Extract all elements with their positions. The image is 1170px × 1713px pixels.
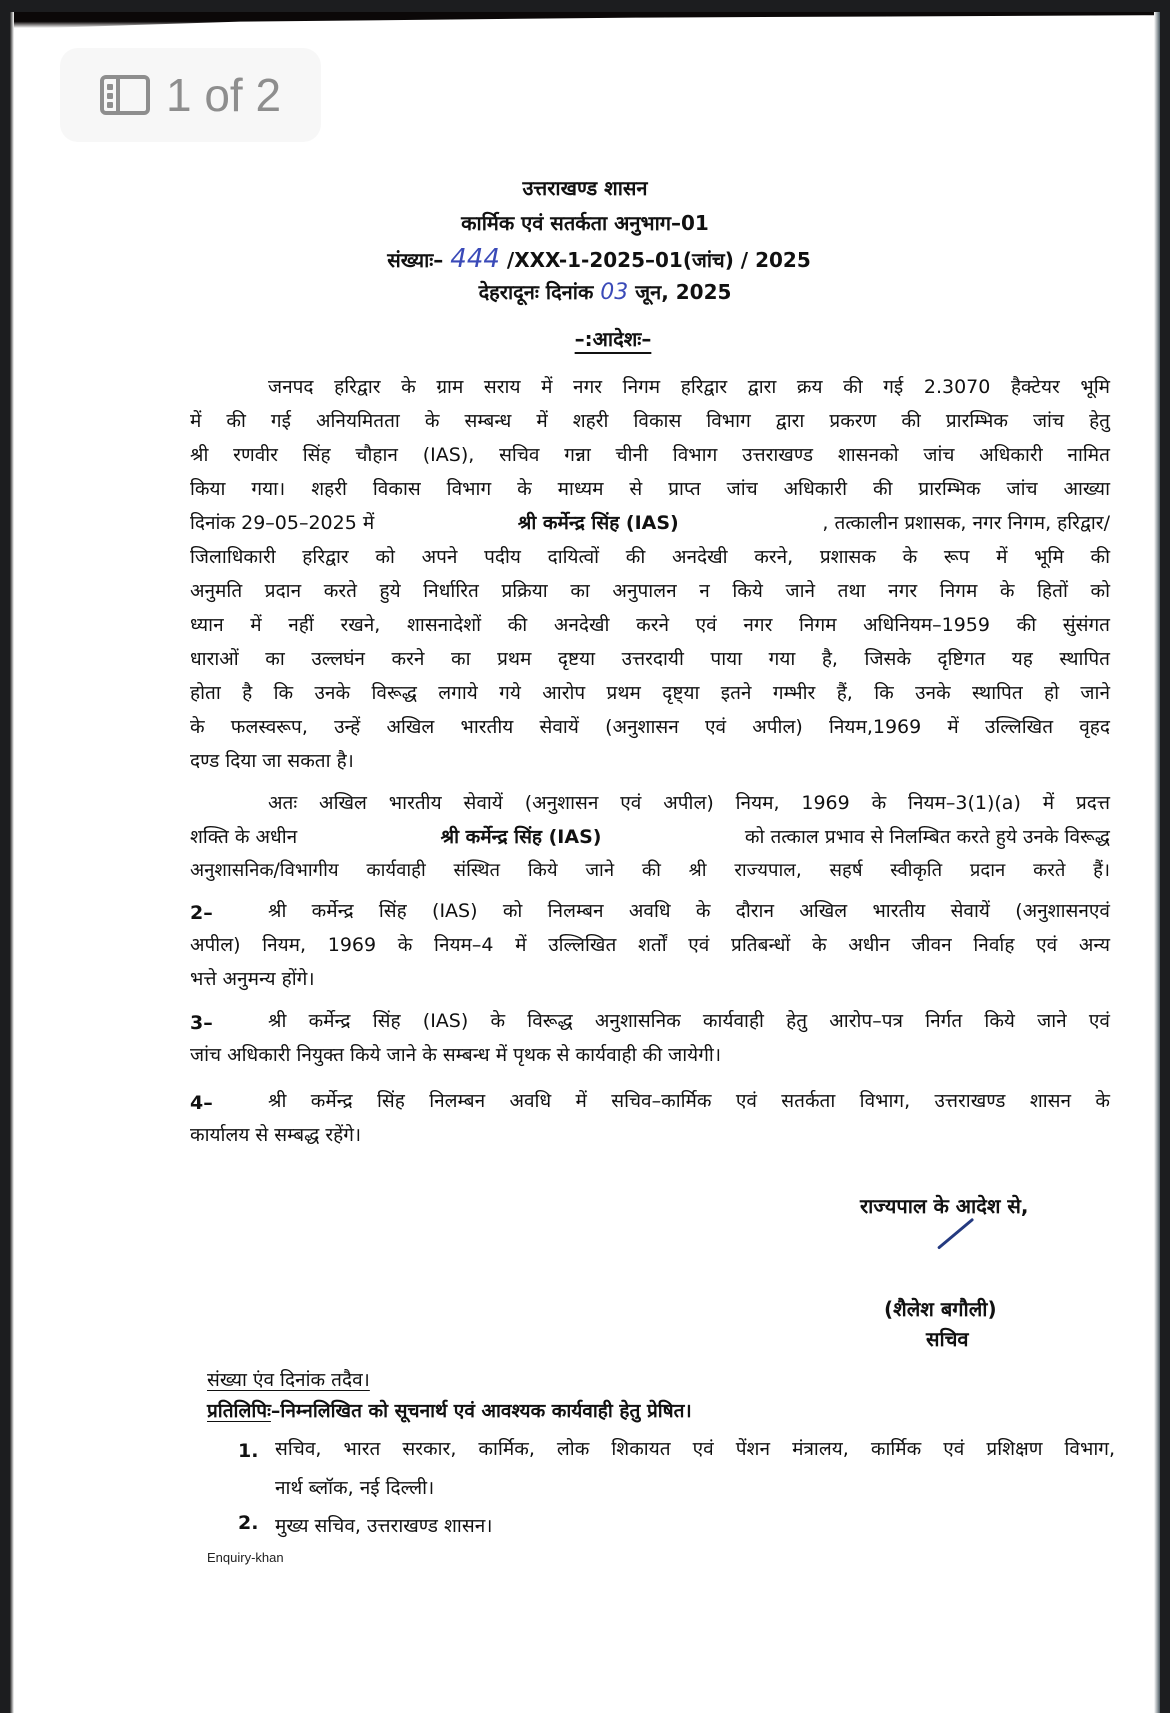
para2-text: को तत्काल प्रभाव से निलम्बित करते हुये उनके विरूद्ध (744, 826, 1110, 848)
sidebar-pages-icon (100, 75, 150, 115)
order-number-prefix: संख्याः– (387, 248, 444, 272)
para2-line (190, 828, 1110, 847)
clause-number: 4– (190, 1092, 213, 1114)
copy-text: –निम्नलिखित को सूचनार्थ एवं आवश्यक कार्यवाही हेतु प्रेषित। (270, 1400, 692, 1422)
order-date (30, 278, 1160, 305)
signatory-name: (शैलेश बगौली) (884, 1297, 997, 1321)
para1-line: होता है कि उनके विरूद्ध लगाये गये आरोप प्रथम दृष्ट्या इतने गम्भीर हैं, कि उनके स्थापित हो जाने (190, 682, 1110, 704)
para2-text: शक्ति के अधीन (190, 826, 298, 848)
copy-item-number: 2. (238, 1512, 259, 1534)
copy-item-line: सचिव, भारत सरकार, कार्मिक, लोक शिकायत एवं पेंशन मंत्रालय, कार्मिक एवं प्रशिक्षण विभाग, (275, 1438, 1115, 1460)
para1-designation-text: , तत्कालीन प्रशासक, नगर निगम, हरिद्वार/ (822, 512, 1110, 534)
clause-line: श्री कर्मेन्द्र सिंह निलम्बन अवधि में सचिव–कार्मिक एवं सतर्कता विभाग, उत्तराखण्ड शासन के (268, 1090, 1110, 1112)
order-title: –:आदेशः– (574, 327, 652, 351)
order-date-suffix: जून, 2025 (635, 280, 732, 304)
para1-line (190, 514, 1110, 533)
govt-name: उत्तराखण्ड शासन (522, 176, 648, 200)
department-name: कार्मिक एवं सतर्कता अनुभाग–01 (461, 211, 709, 235)
copy-reference: संख्या एंव दिनांक तदैव। (207, 1369, 370, 1391)
para1-date-text: दिनांक 29–05–2025 में (190, 512, 375, 534)
order-date-handwritten: 03 (600, 280, 629, 305)
para1-line: जिलाधिकारी हरिद्वार को अपने पदीय दायित्वों की अनदेखी करने, प्रशासक के रूप में भूमि की (190, 546, 1110, 568)
para1-line: श्री रणवीर सिंह चौहान (IAS), सचिव गन्ना चीनी विभाग उत्तराखण्ड शासनको जांच अधिकारी नामित (190, 444, 1110, 466)
document-page (10, 12, 1160, 1713)
para1-line: धाराओं का उल्लघंन करने का प्रथम दृष्टया उत्तरदायी पाया गया है, जिसके दृष्टिगत यह स्थापित (190, 648, 1110, 670)
order-date-prefix: देहरादूनः दिनांक (478, 280, 594, 304)
para2-line: अतः अखिल भारतीय सेवायें (अनुशासन एवं अपील) नियम, 1969 के नियम–3(1)(a) में प्रदत्त (268, 792, 1110, 814)
clause-line: श्री कर्मेन्द्र सिंह (IAS) को निलम्बन अवधि के दौरान अखिल भारतीय सेवायें (अनुशासनएवं (268, 900, 1110, 922)
signatory-designation: सचिव (926, 1327, 969, 1351)
page-counter-badge[interactable] (60, 48, 321, 142)
para1-line: जनपद हरिद्वार के ग्राम सराय में नगर निगम हरिद्वार द्वारा क्रय की गई 2.3070 हैक्टेयर भूमि (268, 376, 1110, 398)
copy-item-line: मुख्य सचिव, उत्तराखण्ड शासन। (275, 1515, 493, 1537)
copy-label: प्रतिलिपिः (207, 1400, 271, 1422)
para1-line: के फलस्वरूप, उन्हें अखिल भारतीय सेवायें (अनुशासन एवं अपील) नियम,1969 में उल्लिखित वृहद (190, 716, 1110, 738)
para1-line: में की गई अनियमितता के सम्बन्ध में शहरी विकास विभाग द्वारा प्रकरण की प्रारम्भिक जांच हेतु (190, 410, 1110, 432)
clause-line: भत्ते अनुमन्य होंगे। (190, 968, 315, 990)
para1-line: दण्ड दिया जा सकता है। (190, 750, 354, 772)
copy-item-line: नार्थ ब्लॉक, नई दिल्ली। (275, 1477, 435, 1499)
document-body (10, 12, 1160, 1713)
para1-line: ध्यान में नहीं रखने, शासनादेशों की अनदेखी करने एवं नगर निगम अधिनियम–1959 की सुंसंगत (190, 614, 1110, 636)
order-number-handwritten: 444 (450, 244, 500, 274)
clause-line: श्री कर्मेन्द्र सिंह (IAS) के विरूद्ध अनुशासनिक कार्यवाही हेतु आरोप–पत्र निर्गत किये जाने एवं (268, 1010, 1110, 1032)
para1-line: किया गया। शहरी विकास विभाग के माध्यम से प्राप्त जांच अधिकारी की प्रारम्भिक जांच आख्या (190, 478, 1110, 500)
officer-name-bold: श्री कर्मेन्द्र सिंह (IAS) (440, 826, 602, 848)
footer-note: Enquiry-khan (207, 1550, 284, 1565)
order-number (24, 244, 1160, 274)
clause-number: 2– (190, 902, 213, 924)
para1-line: अनुमति प्रदान करते हुये निर्धारित प्रक्रिया का अनुपालन न किये जाने तथा नगर निगम के हितों को (190, 580, 1110, 602)
by-order-of-governor: राज्यपाल के आदेश से, (860, 1194, 1029, 1218)
copy-forwarding (207, 1397, 692, 1423)
clause-line: अपील) नियम, 1969 के नियम–4 में उल्लिखित शर्तों एवं प्रतिबन्धों के अधीन जीवन निर्वाह एवं अन्य (190, 934, 1110, 956)
clause-line: जांच अधिकारी नियुक्त किये जाने के सम्बन्ध में पृथक से कार्यवाही की जायेगी। (190, 1044, 722, 1066)
officer-name-bold: श्री कर्मेन्द्र सिंह (IAS) (517, 512, 679, 534)
clause-line: कार्यालय से सम्बद्ध रहेंगे। (190, 1124, 362, 1146)
para2-line: अनुशासनिक/विभागीय कार्यवाही संस्थित किये जाने की श्री राज्यपाल, सहर्ष स्वीकृति प्रदान करते हैं। (190, 860, 1110, 881)
page-indicator: 1 of 2 (165, 69, 282, 121)
copy-item-number: 1. (238, 1440, 259, 1462)
order-number-suffix: /XXX-1-2025–01(जांच) / 2025 (506, 248, 811, 272)
clause-number: 3– (190, 1012, 213, 1034)
signature-mark (937, 1218, 974, 1250)
